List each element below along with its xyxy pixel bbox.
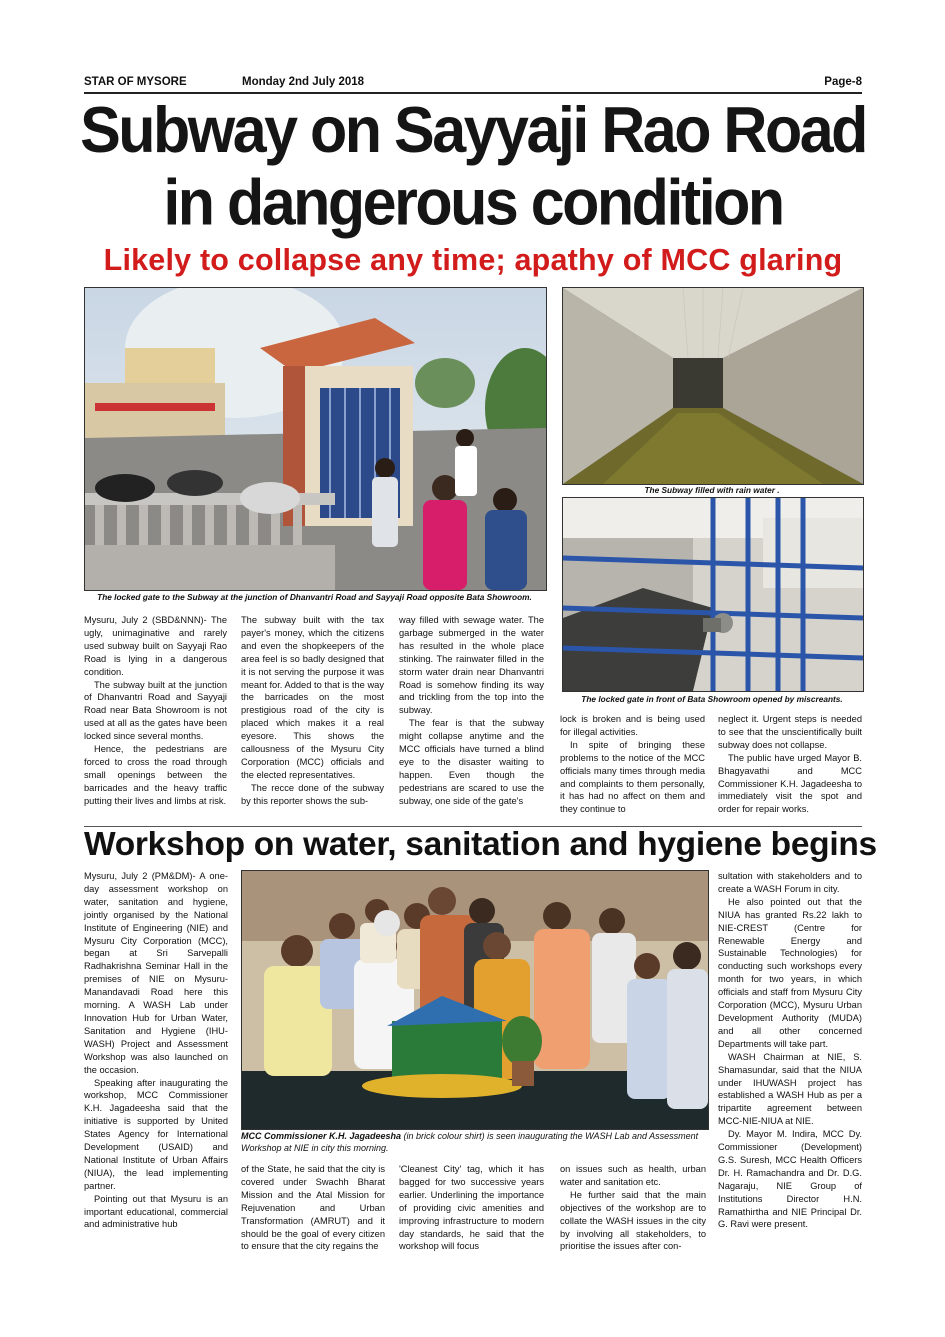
story1-column-2 (241, 614, 384, 808)
story2-col5-para: WASH Chairman at NIE, S. Shamasundar, said that the NIUA under IHUWASH project has established a WASH Hub as per a tripartite agreement between MCC-NIE-NIUA at NIE. (718, 1051, 862, 1127)
story1-col1-para: The subway built at the junction of Dhanvantri Road and Sayyaji Road near Bata Showroom is not used at all as the gates have been locked since several months. (84, 679, 227, 742)
story1-col5-para: The public have urged Mayor B. Bhagyavathi and MCC Commissioner K.H. Jagadeesha to immediately visit the spot and order for repair works. (718, 752, 862, 815)
story2-headline: Workshop on water, sanitation and hygiene begins (84, 826, 877, 863)
story2-col2-para: of the State, he said that the city is covered under Swachh Bharat Mission and the Atal Mission for Rejuvenation and Urban Transformation (AMRUT) and it should be the goal of every citizen to ensure that the city regains the (241, 1164, 385, 1252)
story1-col1-para: Mysuru, July 2 (SBD&NNN)- The ugly, unimaginative and rarely used subway built on Sayyaji Rao Road is lying in a dangerous condition. (84, 615, 227, 677)
photo-subway-gate (84, 287, 547, 591)
caption-flooded-subway: The Subway filled with rain water . (644, 485, 780, 495)
subheadline: Likely to collapse any time; apathy of MCC glaring (103, 243, 843, 277)
story1-col4-para: lock is broken and is being used for illegal activities. (560, 714, 705, 737)
masthead (84, 76, 862, 92)
story2-column-2 (241, 1163, 385, 1253)
headline-line-2: in dangerous condition (163, 166, 783, 239)
photo-flooded-subway (562, 287, 864, 485)
story1-column-1 (84, 614, 227, 808)
story2-col4-para: He further said that the main objectives of the workshop are to collate the WASH issues in the city by involving all stakeholders, to prioritise the issues after con- (560, 1189, 706, 1252)
story1-col3-para: The fear is that the subway might collapse anytime and the MCC officials have turned a blind eye to the disaster waiting to happen. Even though the pedestrians are scared to use the subway, one side of the gate's (399, 718, 544, 806)
story1-column-5 (718, 713, 862, 816)
story2-col1-para: Speaking after inaugurating the workshop, MCC Commissioner K.H. Jagadeesha said that the initiative is supported by United States Agency for International Development (USAID) and National Institute of Urban Affairs (NIUA), the lead implementing partner. (84, 1077, 228, 1191)
headline-line-1: Subway on Sayyaji Rao Road (80, 93, 866, 166)
story1-col3-para: way filled with sewage water. The garbage submerged in the water has resulted in the whole place stinking. The rainwater filled in the storm water drain near Dhanvantri Road is somehow finding its way and trickling from the top into the subway. (399, 615, 544, 716)
story1-col2-para: The recce done of the subway by this reporter shows the sub- (241, 782, 384, 806)
caption-opened-gate: The locked gate in front of Bata Showroom opened by miscreants. (581, 694, 843, 704)
story2-column-5 (718, 870, 862, 1231)
story1-col1-para: Hence, the pedestrians are forced to cross the road through small openings between the barricades and the heavy traffic putting their lives and limbs at risk. (84, 744, 227, 806)
photo-opened-gate (562, 497, 864, 692)
headline (70, 94, 876, 238)
story2-column-3 (399, 1163, 544, 1253)
story1-col2-para: The subway built with the tax payer's money, which the citizens and even the shopkeepers of the area feel is so badly designed that it is not serving the purpose it was meant for. Added to that is the way the barricades on the most prestigious road of the city is placed which makes it a real eyesore. This shows the callousness of the Mysuru City Corporation (MCC) officials and the elected representatives. (241, 615, 384, 780)
story2-col1-para: Pointing out that Mysuru is an important educational, commercial and administrative hub (84, 1193, 228, 1230)
issue-date: Monday 2nd July 2018 (242, 76, 365, 88)
page-number: Page-8 (824, 76, 862, 88)
story2-column-1 (84, 870, 228, 1231)
story2-col3-para: 'Cleanest City' tag, which it has bagged for two successive years earlier. Underlining the importance of providing civic amenities and improving infrastructure to modern day standards, he said that the workshop will focus (399, 1164, 544, 1252)
paper-name: STAR OF MYSORE (84, 76, 187, 88)
story2-col5-para: Dy. Mayor M. Indira, MCC Dy. Commissioner (Development) G.S. Suresh, MCC Health Officers Dr. H. Ramachandra and Dr. D.G. Nagaraju, NIE Group of Institutions Director H.N. Ramathirtha and NIE Principal Dr. G. Ravi were present. (718, 1129, 862, 1230)
story1-col4-para: In spite of bringing these problems to the notice of the MCC officials many times through media and complaints to them personally, it has had no affect on them and they continue to (560, 739, 705, 815)
caption-main-photo: The locked gate to the Subway at the junction of Dhanvantri Road and Sayyaji Road opposite Bata Showroom. (97, 592, 532, 602)
caption-workshop (241, 1131, 707, 1154)
story2-col5-para: sultation with stakeholders and to create a WASH Forum in city. (718, 871, 862, 894)
story2-col1-para: Mysuru, July 2 (PM&DM)- A one-day assessment workshop on water, sanitation and hygiene, jointly organised by the National Institute of Engineering (NIE) and Mysuru City Corporation (MCC), began at Sri Sarvepalli Radhakrishna Seminar Hall in the premises of NIE on Mysuru-Manandavadi Road here this morning. A WASH Lab under Innovation Hub for Urban Water, Sanitation and Hygiene (IHU-WASH) Project and Assessment Workshop was also launched on the occasion. (84, 871, 228, 1075)
caption-workshop-rest: (in brick colour shirt) is seen inaugurating the WASH Lab and Assessment Workshop at NIE in city this morning. (241, 1131, 699, 1153)
story1-col5-para: neglect it. Urgent steps is needed to see that the unscientifically built subway does not collapse. (718, 714, 862, 750)
story1-column-4 (560, 713, 705, 816)
story1-column-3 (399, 614, 544, 808)
story2-col5-para: He also pointed out that the NIUA has granted Rs.22 lakh to NIE-CREST (Centre for Renewable Energy and Sustainable Technologies) for conducting such workshops every month for two years, in which officials and staff from Mysuru City Corporation (MCC), Mysuru Urban Development Authority (MUDA) and all other concerned Departments will take part. (718, 896, 862, 1049)
story2-col4-para: on issues such as health, urban water and sanitation etc. (560, 1164, 706, 1187)
story2-column-4 (560, 1163, 706, 1253)
photo-workshop (241, 870, 709, 1130)
caption-workshop-bold: MCC Commissioner K.H. Jagadeesha (241, 1131, 402, 1141)
